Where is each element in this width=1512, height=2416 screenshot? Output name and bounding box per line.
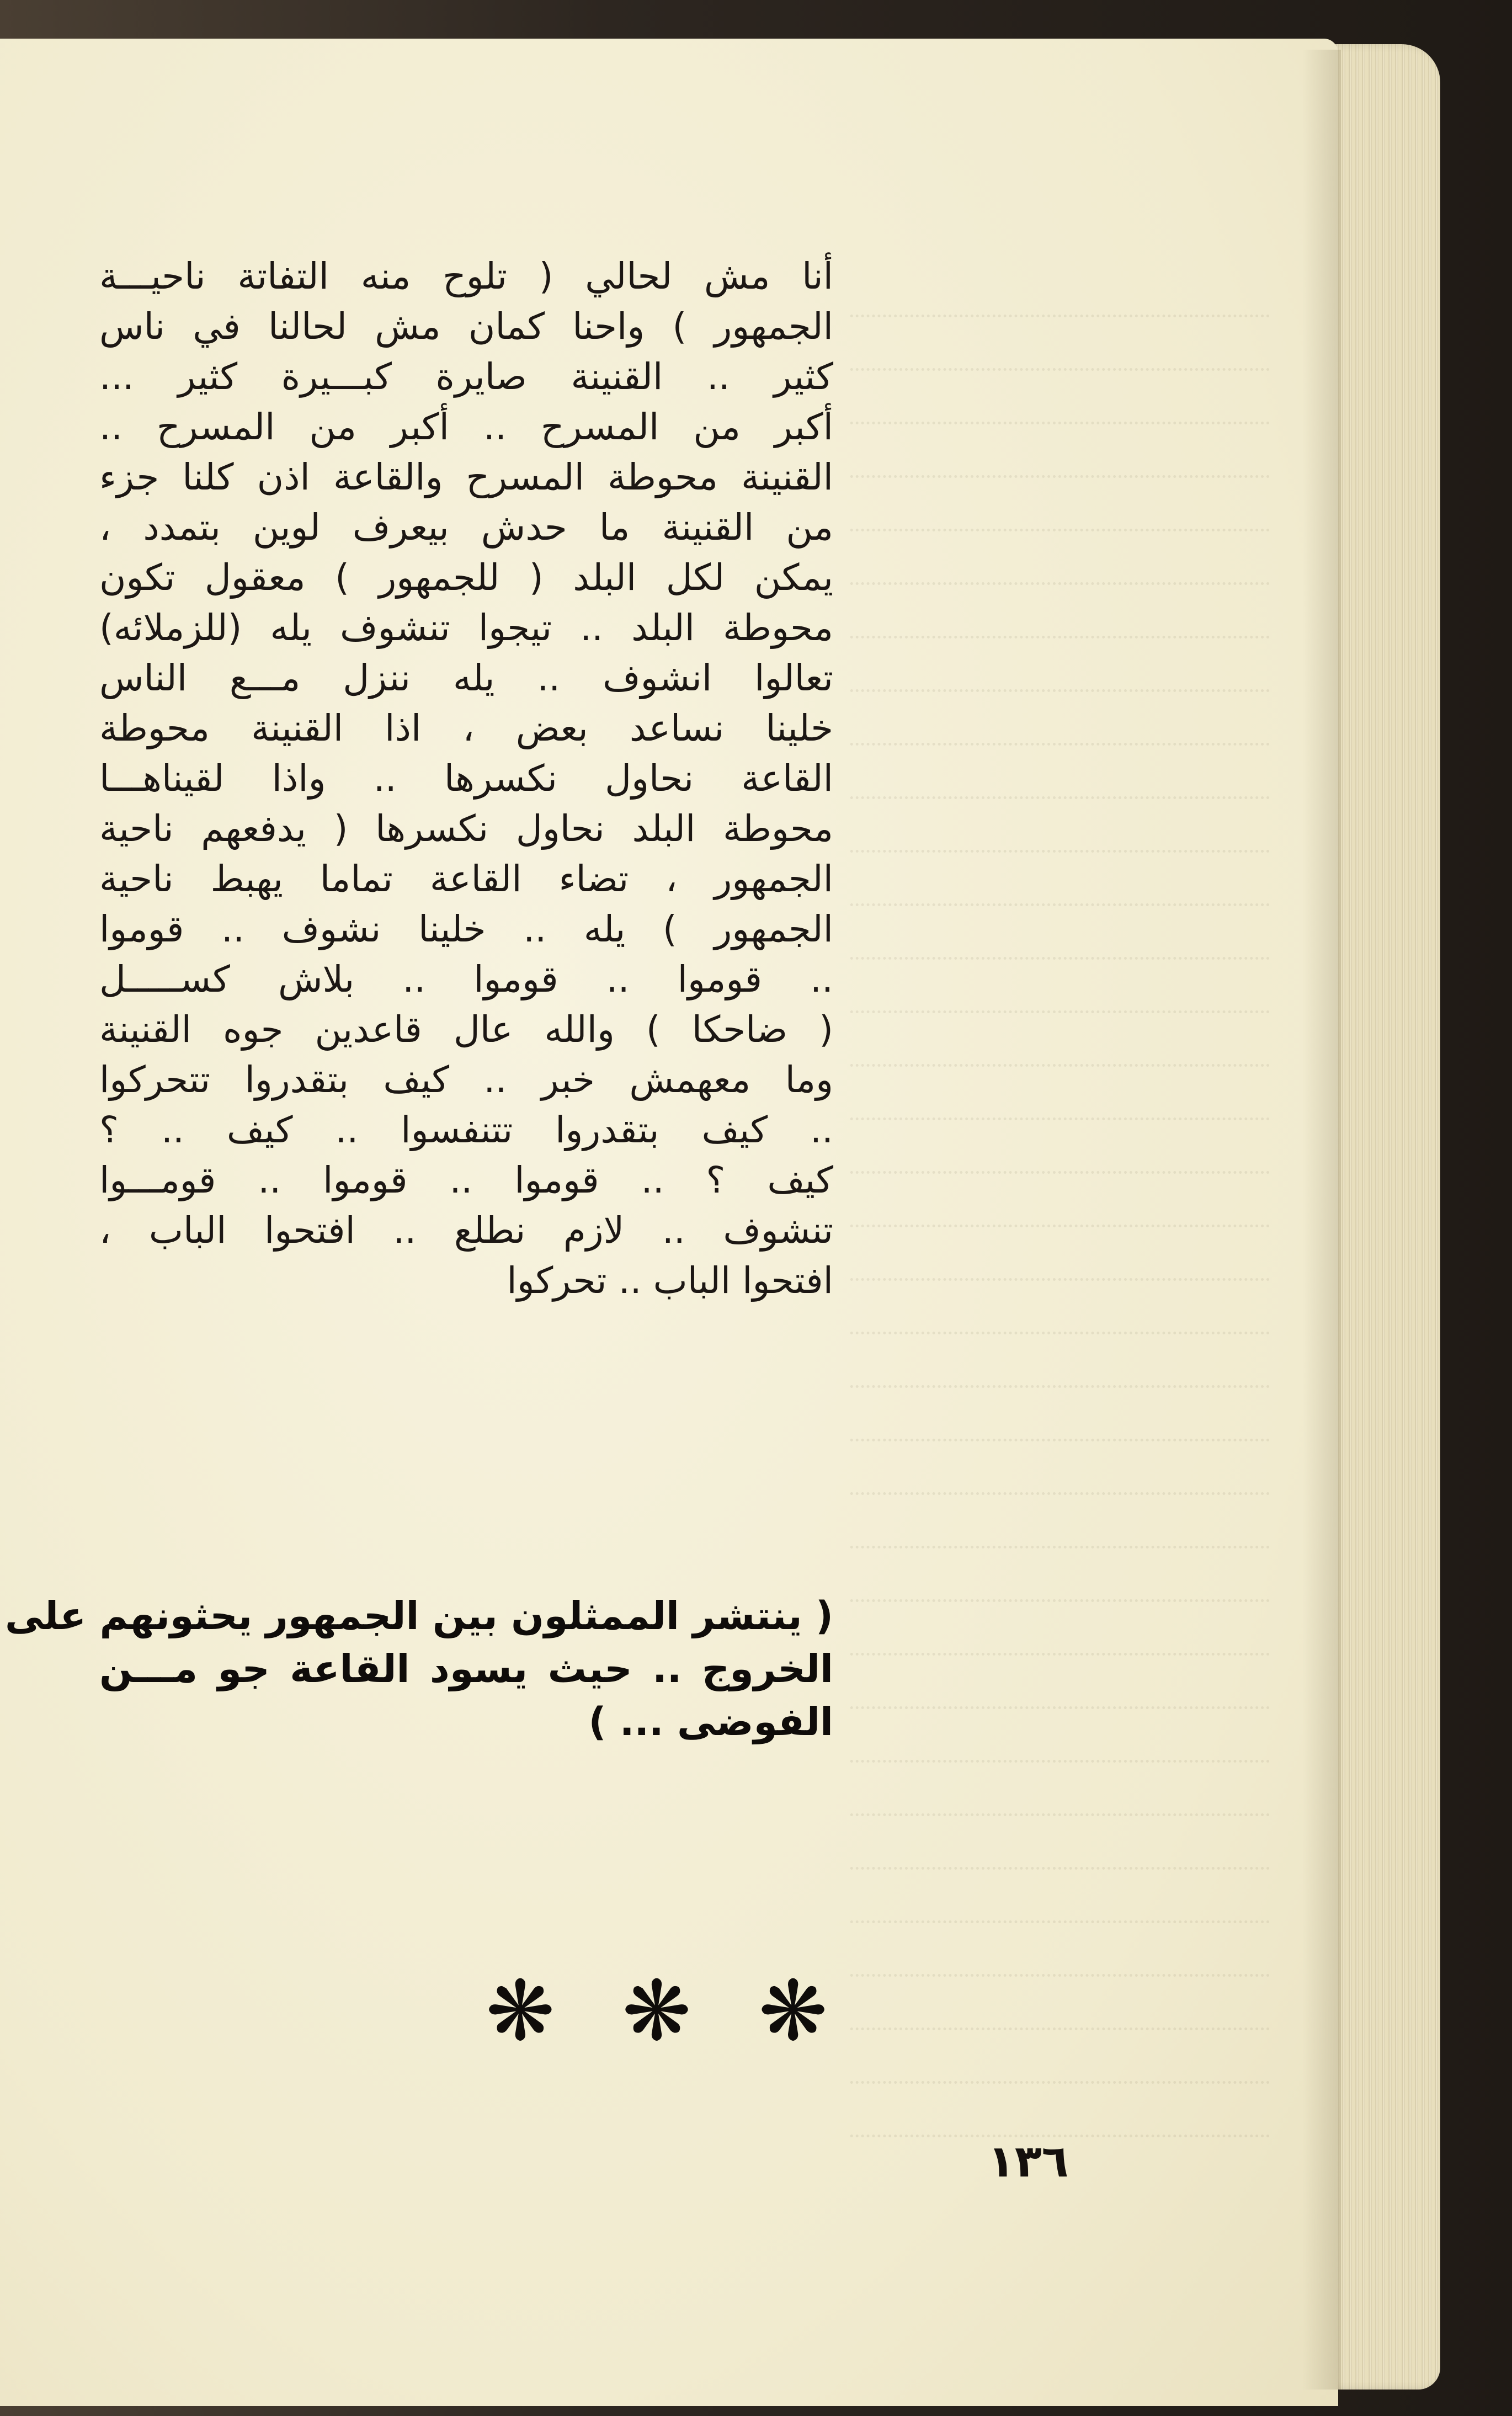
text-line: محوطة البلد .. تيجوا تنشوف يله (للزملائه) [99, 606, 833, 649]
page-number: ١٣٦ [988, 2136, 1069, 2187]
section-separator [486, 1963, 828, 2060]
asterism-icon: ❋ [758, 1963, 828, 2060]
stage-direction-line: الفوضى ... ) [588, 1699, 833, 1744]
text-line: أنا مش لحالي ( تلوح منه التفاتة ناحيـــة [99, 255, 833, 297]
text-line: ( ضاحكا ) والله عال قاعدين جوه القنينة [99, 1008, 833, 1051]
text-line: الجمهور ) يله .. خلينا نشوف .. قوموا [99, 908, 833, 950]
text-line: افتحوا الباب .. تحركوا [507, 1259, 833, 1302]
text-line: الجمهور ) واحنا كمان مش لحالنا في ناس [99, 305, 833, 348]
text-line: .. قوموا .. قوموا .. بلاش كســـــل [99, 958, 833, 1001]
stage-direction-line: الخروج .. حيث يسود القاعة جو مـــن [99, 1646, 833, 1691]
text-line: خلينا نساعد بعض ، اذا القنينة محوطة [99, 707, 833, 749]
text-line: كيف ؟ .. قوموا .. قوموا .. قومـــوا [99, 1159, 833, 1201]
asterism-icon: ❋ [486, 1963, 555, 2060]
text-line: القنينة محوطة المسرح والقاعة اذن كلنا جزء [99, 456, 833, 498]
text-line: وما معهمش خبر .. كيف بتقدروا تتحركوا [99, 1058, 833, 1101]
stage-direction [4, 1589, 833, 1748]
text-line: القاعة نحاول نكسرها .. واذا لقيناهـــا [99, 757, 833, 800]
text-line: من القنينة ما حدش بيعرف لوين بتمدد ، [99, 506, 833, 549]
text-line: الجمهور ، تضاء القاعة تماما يهبط ناحية [99, 858, 833, 900]
text-line: تنشوف .. لازم نطلع .. افتحوا الباب ، [99, 1209, 833, 1252]
stage-direction-line: ( ينتشر الممثلون بين الجمهور يحثونهم على [4, 1593, 833, 1638]
text-line: أكبر من المسرح .. أكبر من المسرح .. [99, 406, 833, 448]
text-line: كثير .. القنينة صايرة كبـــيرة كثير ... [99, 355, 833, 398]
text-line: يمكن لكل البلد ( للجمهور ) معقول تكون [99, 556, 833, 599]
dialogue-text [99, 251, 833, 1306]
page-edge-shadow [1302, 50, 1341, 2390]
text-line: تعالوا انشوف .. يله ننزل مـــع الناس [99, 657, 833, 699]
asterism-icon: ❋ [622, 1963, 691, 2060]
text-line: .. كيف بتقدروا تتنفسوا .. كيف .. ؟ [99, 1109, 833, 1151]
text-line: محوطة البلد نحاول نكسرها ( يدفعهم ناحية [99, 807, 833, 850]
